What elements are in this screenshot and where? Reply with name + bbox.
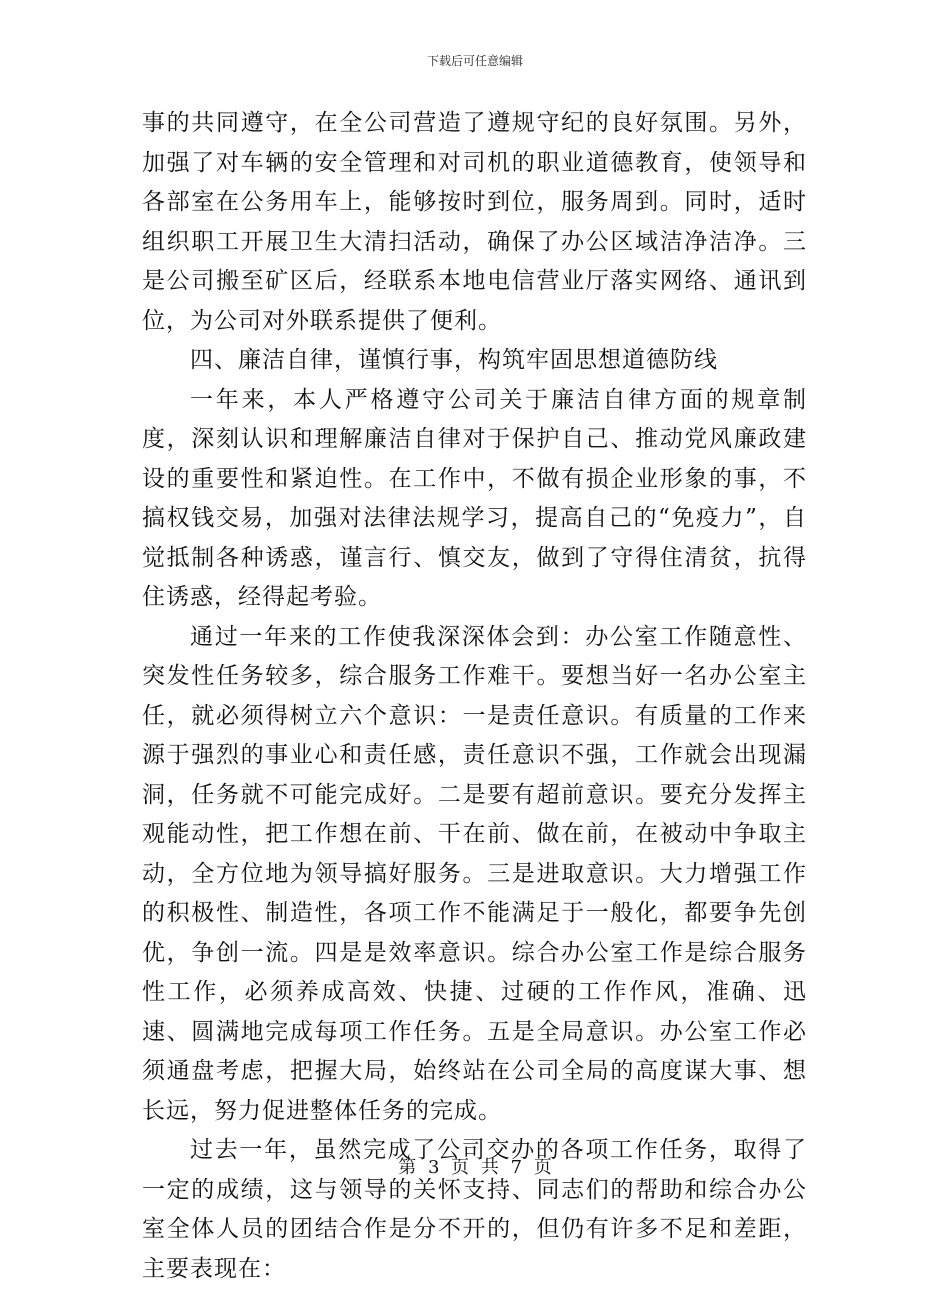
page-header: 下载后可任意编辑 [426,54,523,68]
section-heading-4: 四、廉洁自律，谨慎行事，构筑牢固思想道德防线 [190,347,718,373]
paragraph-integrity: 一年来，本人严格遵守公司关于廉洁自律方面的规章制度，深刻认识和理解廉洁自律对于保护自己、推动党风廉政建设的重要性和紧迫性。在工作中，不做有损企业形象的事，不搞权钱交易，加强对法律法规学习，提高自己的“免疫力”，自觉抵制各种诱惑，谨言行、慎交友，做到了守得住清贫，抗得住诱惑，经得起考验。 [142,386,807,610]
paragraph-shortcomings: 过去一年，虽然完成了公司交办的各项工作任务，取得了一定的成绩，这与领导的关怀支持、同志们的帮助和综合办公室全体人员的团结合作是分不开的，但仍有许多不足和差距，主要表现在： [142,1137,807,1282]
page-number: 第 3 页 共 7 页 [398,1157,552,1178]
paragraph-six-awareness: 通过一年来的工作使我深深体会到：办公室工作随意性、突发性任务较多，综合服务工作难干。要想当好一名办公室主任，就必须得树立六个意识：一是责任意识。有质量的工作来源于强烈的事业心和责任感，责任意识不强，工作就会出现漏洞，任务就不可能完成好。二是要有超前意识。要充分发挥主观能动性，把工作想在前、干在前、做在前，在被动中争取主动，全方位地为领导搞好服务。三是进取意识。大力增强工作的积极性、制造性，各项工作不能满足于一般化，都要争先创优，争创一流。四是是效率意识。综合办公室工作是综合服务性工作，必须养成高效、快捷、过硬的工作作风，准确、迅速、圆满地完成每项工作任务。五是全局意识。办公室工作必须通盘考虑，把握大局，始终站在公司全局的高度谋大事、想长远，努力促进整体任务的完成。 [142,623,807,1124]
paragraph-1: 事的共同遵守，在全公司营造了遵规守纪的良好氛围。另外，加强了对车辆的安全管理和对司机的职业道德教育，使领导和各部室在公务用车上，能够按时到位，服务周到。同时，适时组织职工开展卫生大清扫活动，确保了办公区域洁净洁净。三是公司搬至矿区后，经联系本地电信营业厅落实网络、通讯到位，为公司对外联系提供了便利。 [142,110,807,334]
document-body [142,104,807,1289]
